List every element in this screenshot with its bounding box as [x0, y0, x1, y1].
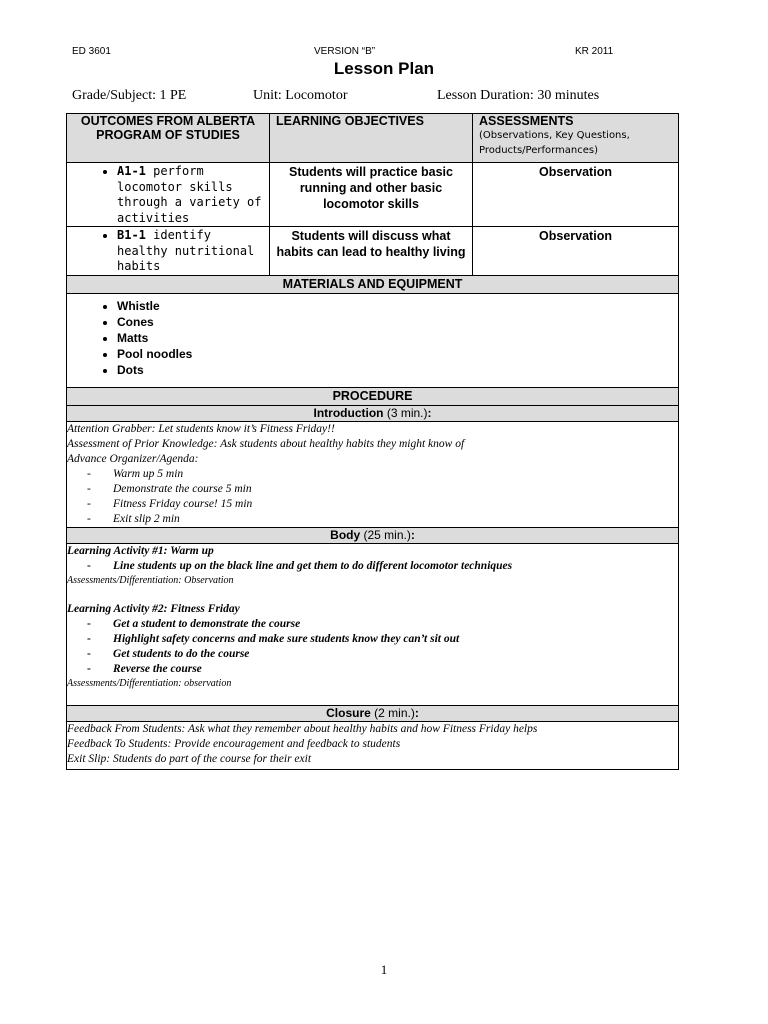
table-header-row	[67, 114, 679, 163]
body-label: Body	[330, 528, 361, 542]
author-code: KR 2011	[575, 46, 614, 57]
list-item	[117, 164, 265, 226]
attention-grabber: Attention Grabber: Let students know it’s Fitness Friday!!	[67, 423, 335, 435]
activity1-assessment: Assessments/Differentiation: Observation	[67, 575, 234, 586]
list-item: • Cones	[117, 314, 678, 330]
introduction-label: Introduction	[313, 406, 384, 420]
list-item: - Highlight safety concerns and make sure students know they can’t sit out	[87, 632, 678, 647]
advance-organizer: Advance Organizer/Agenda:	[67, 453, 199, 465]
closure-colon: :	[414, 706, 419, 720]
outcome-cell	[67, 227, 270, 276]
list-item: - Fitness Friday course! 15 min	[87, 497, 678, 512]
activity1-steps	[67, 559, 678, 574]
grade-subject: Grade/Subject: 1 PE	[72, 88, 187, 103]
procedure-header-row	[67, 388, 679, 406]
closure-time: (2 min.)	[370, 706, 415, 720]
body-colon: :	[410, 528, 415, 542]
list-item: - Line students up on the black line and get them to do different locomotor techniques	[87, 559, 678, 574]
course-code: ED 3601	[72, 46, 111, 57]
activity1-title: Learning Activity #1: Warm up	[67, 545, 214, 557]
closure-cell	[67, 722, 679, 770]
list-item: - Get a student to demonstrate the course	[87, 617, 678, 632]
activity2-assessment: Assessments/Differentiation: observation	[67, 678, 232, 689]
outcome-code: B1-1	[117, 228, 146, 242]
materials-title: MATERIALS AND EQUIPMENT	[67, 276, 679, 294]
agenda-list	[67, 467, 678, 527]
version-label: VERSION “B”	[314, 46, 376, 57]
list-item: • Pool noodles	[117, 346, 678, 362]
materials-list	[67, 294, 678, 378]
table-row	[67, 227, 679, 276]
exit-slip: Exit Slip: Students do part of the course for their exit	[67, 753, 312, 765]
closure-row	[67, 722, 679, 770]
materials-header-row	[67, 276, 679, 294]
activity2-title: Learning Activity #2: Fitness Friday	[67, 603, 240, 615]
page-number: 1	[380, 962, 388, 977]
outcome-text: identify healthy nutritional habits	[117, 228, 255, 273]
objectives-header: LEARNING OBJECTIVES	[270, 114, 473, 163]
closure-title	[67, 706, 679, 722]
outcome-list	[67, 228, 269, 275]
assessments-subheader: (Observations, Key Questions, Products/Performances)	[479, 130, 630, 156]
introduction-colon: :	[427, 406, 432, 420]
outcome-cell	[67, 163, 270, 227]
outcome-code: A1-1	[117, 164, 146, 178]
table-row	[67, 163, 679, 227]
outcome-list	[67, 164, 269, 226]
list-item: • Whistle	[117, 298, 678, 314]
activity2-steps	[67, 617, 678, 677]
list-item: - Demonstrate the course 5 min	[87, 482, 678, 497]
outcomes-header: OUTCOMES FROM ALBERTA PROGRAM OF STUDIES	[67, 114, 270, 163]
introduction-header-row	[67, 406, 679, 422]
list-item: - Reverse the course	[87, 662, 678, 677]
materials-row	[67, 294, 679, 388]
body-title	[67, 528, 679, 544]
introduction-cell	[67, 422, 679, 528]
list-item: • Matts	[117, 330, 678, 346]
materials-cell	[67, 294, 679, 388]
page-title: Lesson Plan	[333, 59, 435, 78]
lesson-plan-table	[66, 113, 679, 770]
introduction-time: (3 min.)	[383, 406, 428, 420]
procedure-title: PROCEDURE	[67, 388, 679, 406]
list-item	[117, 228, 265, 275]
closure-header-row	[67, 706, 679, 722]
body-time: (25 min.)	[360, 528, 411, 542]
list-item: • Dots	[117, 362, 678, 378]
body-cell	[67, 544, 679, 706]
objective-cell: Students will practice basic running and other basic locomotor skills	[270, 163, 473, 227]
body-row	[67, 544, 679, 706]
feedback-from-students: Feedback From Students: Ask what they remember about healthy habits and how Fitness Friday helps	[67, 723, 538, 735]
lesson-duration: Lesson Duration: 30 minutes	[437, 88, 600, 103]
assessment-cell: Observation	[473, 163, 679, 227]
introduction-row	[67, 422, 679, 528]
list-item: - Exit slip 2 min	[87, 512, 678, 527]
unit-label: Unit: Locomotor	[253, 88, 348, 103]
objective-cell: Students will discuss what habits can lead to healthy living	[270, 227, 473, 276]
outcome-text: perform locomotor skills through a variety of activities	[117, 164, 262, 225]
list-item: - Get students to do the course	[87, 647, 678, 662]
assessments-header: ASSESSMENTS	[479, 114, 574, 128]
prior-knowledge: Assessment of Prior Knowledge: Ask students about healthy habits they might know of	[67, 438, 465, 450]
closure-label: Closure	[326, 706, 371, 720]
introduction-title	[67, 406, 679, 422]
body-header-row	[67, 528, 679, 544]
assessments-header-cell	[473, 114, 679, 163]
assessment-cell: Observation	[473, 227, 679, 276]
feedback-to-students: Feedback To Students: Provide encouragement and feedback to students	[67, 738, 401, 750]
list-item: - Warm up 5 min	[87, 467, 678, 482]
